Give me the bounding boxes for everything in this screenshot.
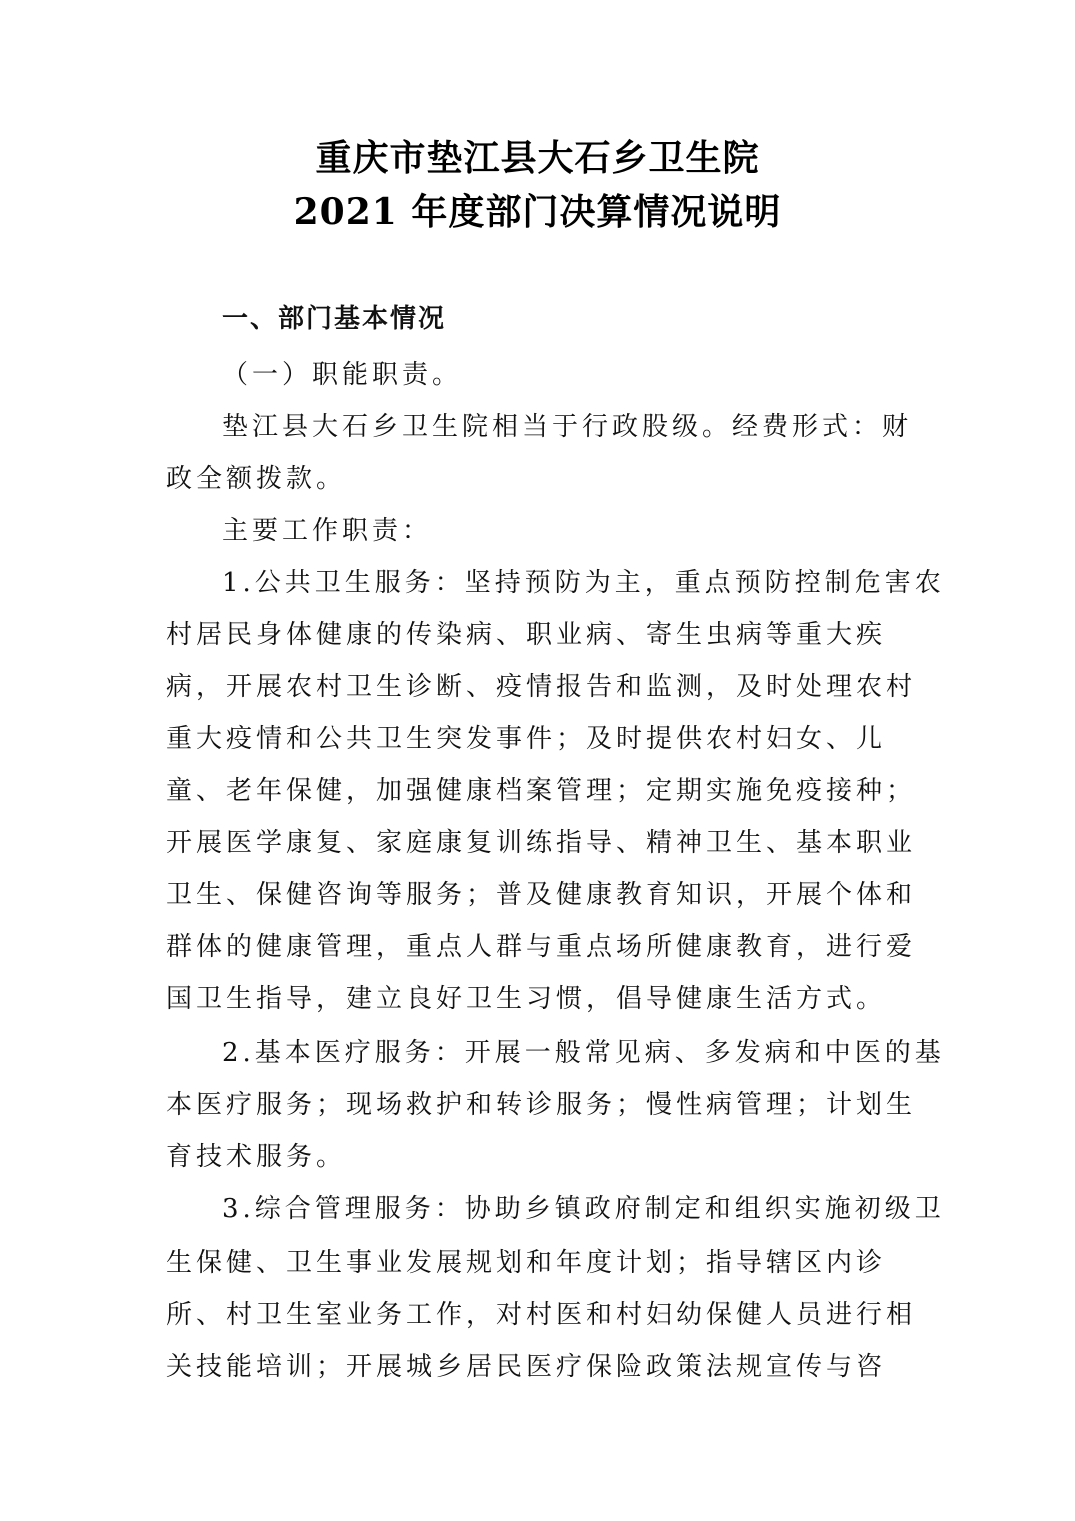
paragraph-line: 卫生、保健咨询等服务；普及健康教育知识，开展个体和: [166, 880, 917, 910]
document-title-line-2: 2021 年度部门决算情况说明: [293, 191, 782, 233]
paragraph-line: 育技术服务。: [166, 1142, 347, 1172]
paragraph-line: 生保健、卫生事业发展规划和年度计划；指导辖区内诊: [166, 1248, 887, 1278]
paragraph-line: 主要工作职责：: [222, 516, 433, 546]
paragraph-line: 童、老年保健，加强健康档案管理；定期实施免疫接种；: [166, 776, 917, 806]
paragraph-line: 开展医学康复、家庭康复训练指导、精神卫生、基本职业: [166, 828, 917, 858]
paragraph-line: 群体的健康管理，重点人群与重点场所健康教育，进行爱: [166, 932, 917, 962]
paragraph-line: 所、村卫生室业务工作，对村医和村妇幼保健人员进行相: [166, 1300, 917, 1330]
paragraph-line: 本医疗服务；现场救护和转诊服务；慢性病管理；计划生: [166, 1090, 917, 1120]
paragraph-line: 1.公共卫生服务：坚持预防为主，重点预防控制危害农: [222, 568, 945, 598]
paragraph-line: 重大疫情和公共卫生突发事件；及时提供农村妇女、儿: [166, 724, 887, 754]
document-title-line-1: 重庆市垫江县大石乡卫生院: [315, 137, 760, 179]
paragraph-line: 2.基本医疗服务：开展一般常见病、多发病和中医的基: [222, 1038, 945, 1068]
subsection-heading: （一）职能职责。: [222, 360, 463, 390]
section-heading: 一、部门基本情况: [222, 304, 447, 334]
paragraph-line: 3.综合管理服务：协助乡镇政府制定和组织实施初级卫: [222, 1194, 945, 1224]
paragraph-line: 政全额拨款。: [166, 464, 347, 494]
paragraph-line: 垫江县大石乡卫生院相当于行政股级。经费形式：财: [222, 412, 913, 442]
paragraph-line: 病，开展农村卫生诊断、疫情报告和监测，及时处理农村: [166, 672, 917, 702]
paragraph-line: 村居民身体健康的传染病、职业病、寄生虫病等重大疾: [166, 620, 887, 650]
paragraph-line: 国卫生指导，建立良好卫生习惯，倡导健康生活方式。: [166, 984, 887, 1014]
paragraph-line: 关技能培训；开展城乡居民医疗保险政策法规宣传与咨: [166, 1352, 887, 1382]
